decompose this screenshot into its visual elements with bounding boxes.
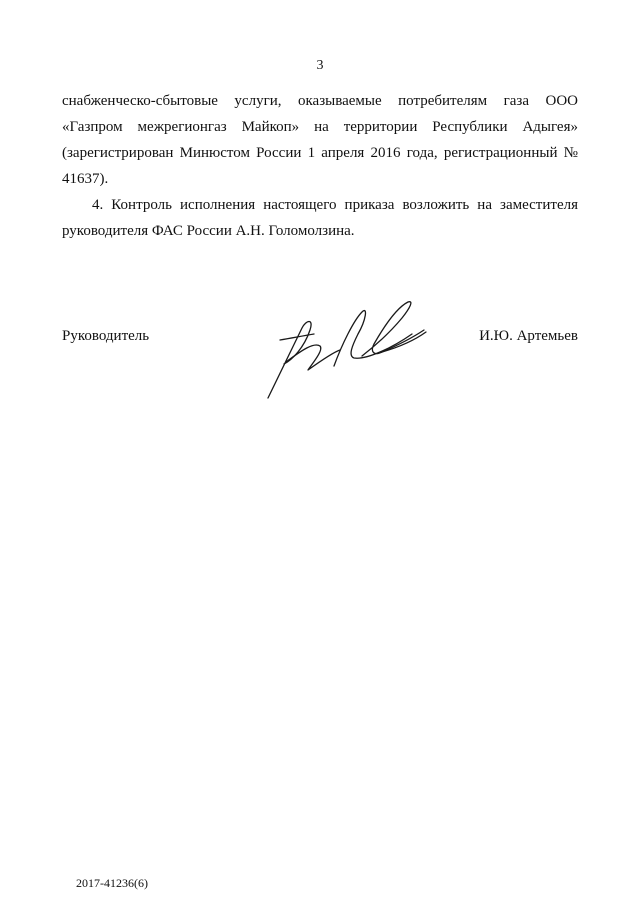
paragraph-4: 4. Контроль исполнения настоящего приказа возложить на заместителя руководителя ФАС России А.Н. Голомолзина. bbox=[62, 197, 578, 239]
signatory-title: Руководитель bbox=[62, 328, 150, 344]
paragraph-3-continuation: снабженческо-сбытовые услуги, оказываемые потребителям газа ООО «Газпром межрегионгаз Майкоп» на территории Республики Адыгея» (зарегистрирован Минюстом России 1 апреля 2016 года, регистрационный № 41637). bbox=[62, 93, 578, 187]
signatory-name: И.Ю. Артемьев bbox=[479, 328, 578, 344]
document-registration-number: 2017-41236(6) bbox=[76, 876, 148, 890]
page-number: 3 bbox=[316, 58, 324, 73]
signature-block bbox=[62, 320, 578, 410]
handwritten-signature-icon bbox=[262, 290, 442, 400]
document-body bbox=[62, 88, 578, 244]
